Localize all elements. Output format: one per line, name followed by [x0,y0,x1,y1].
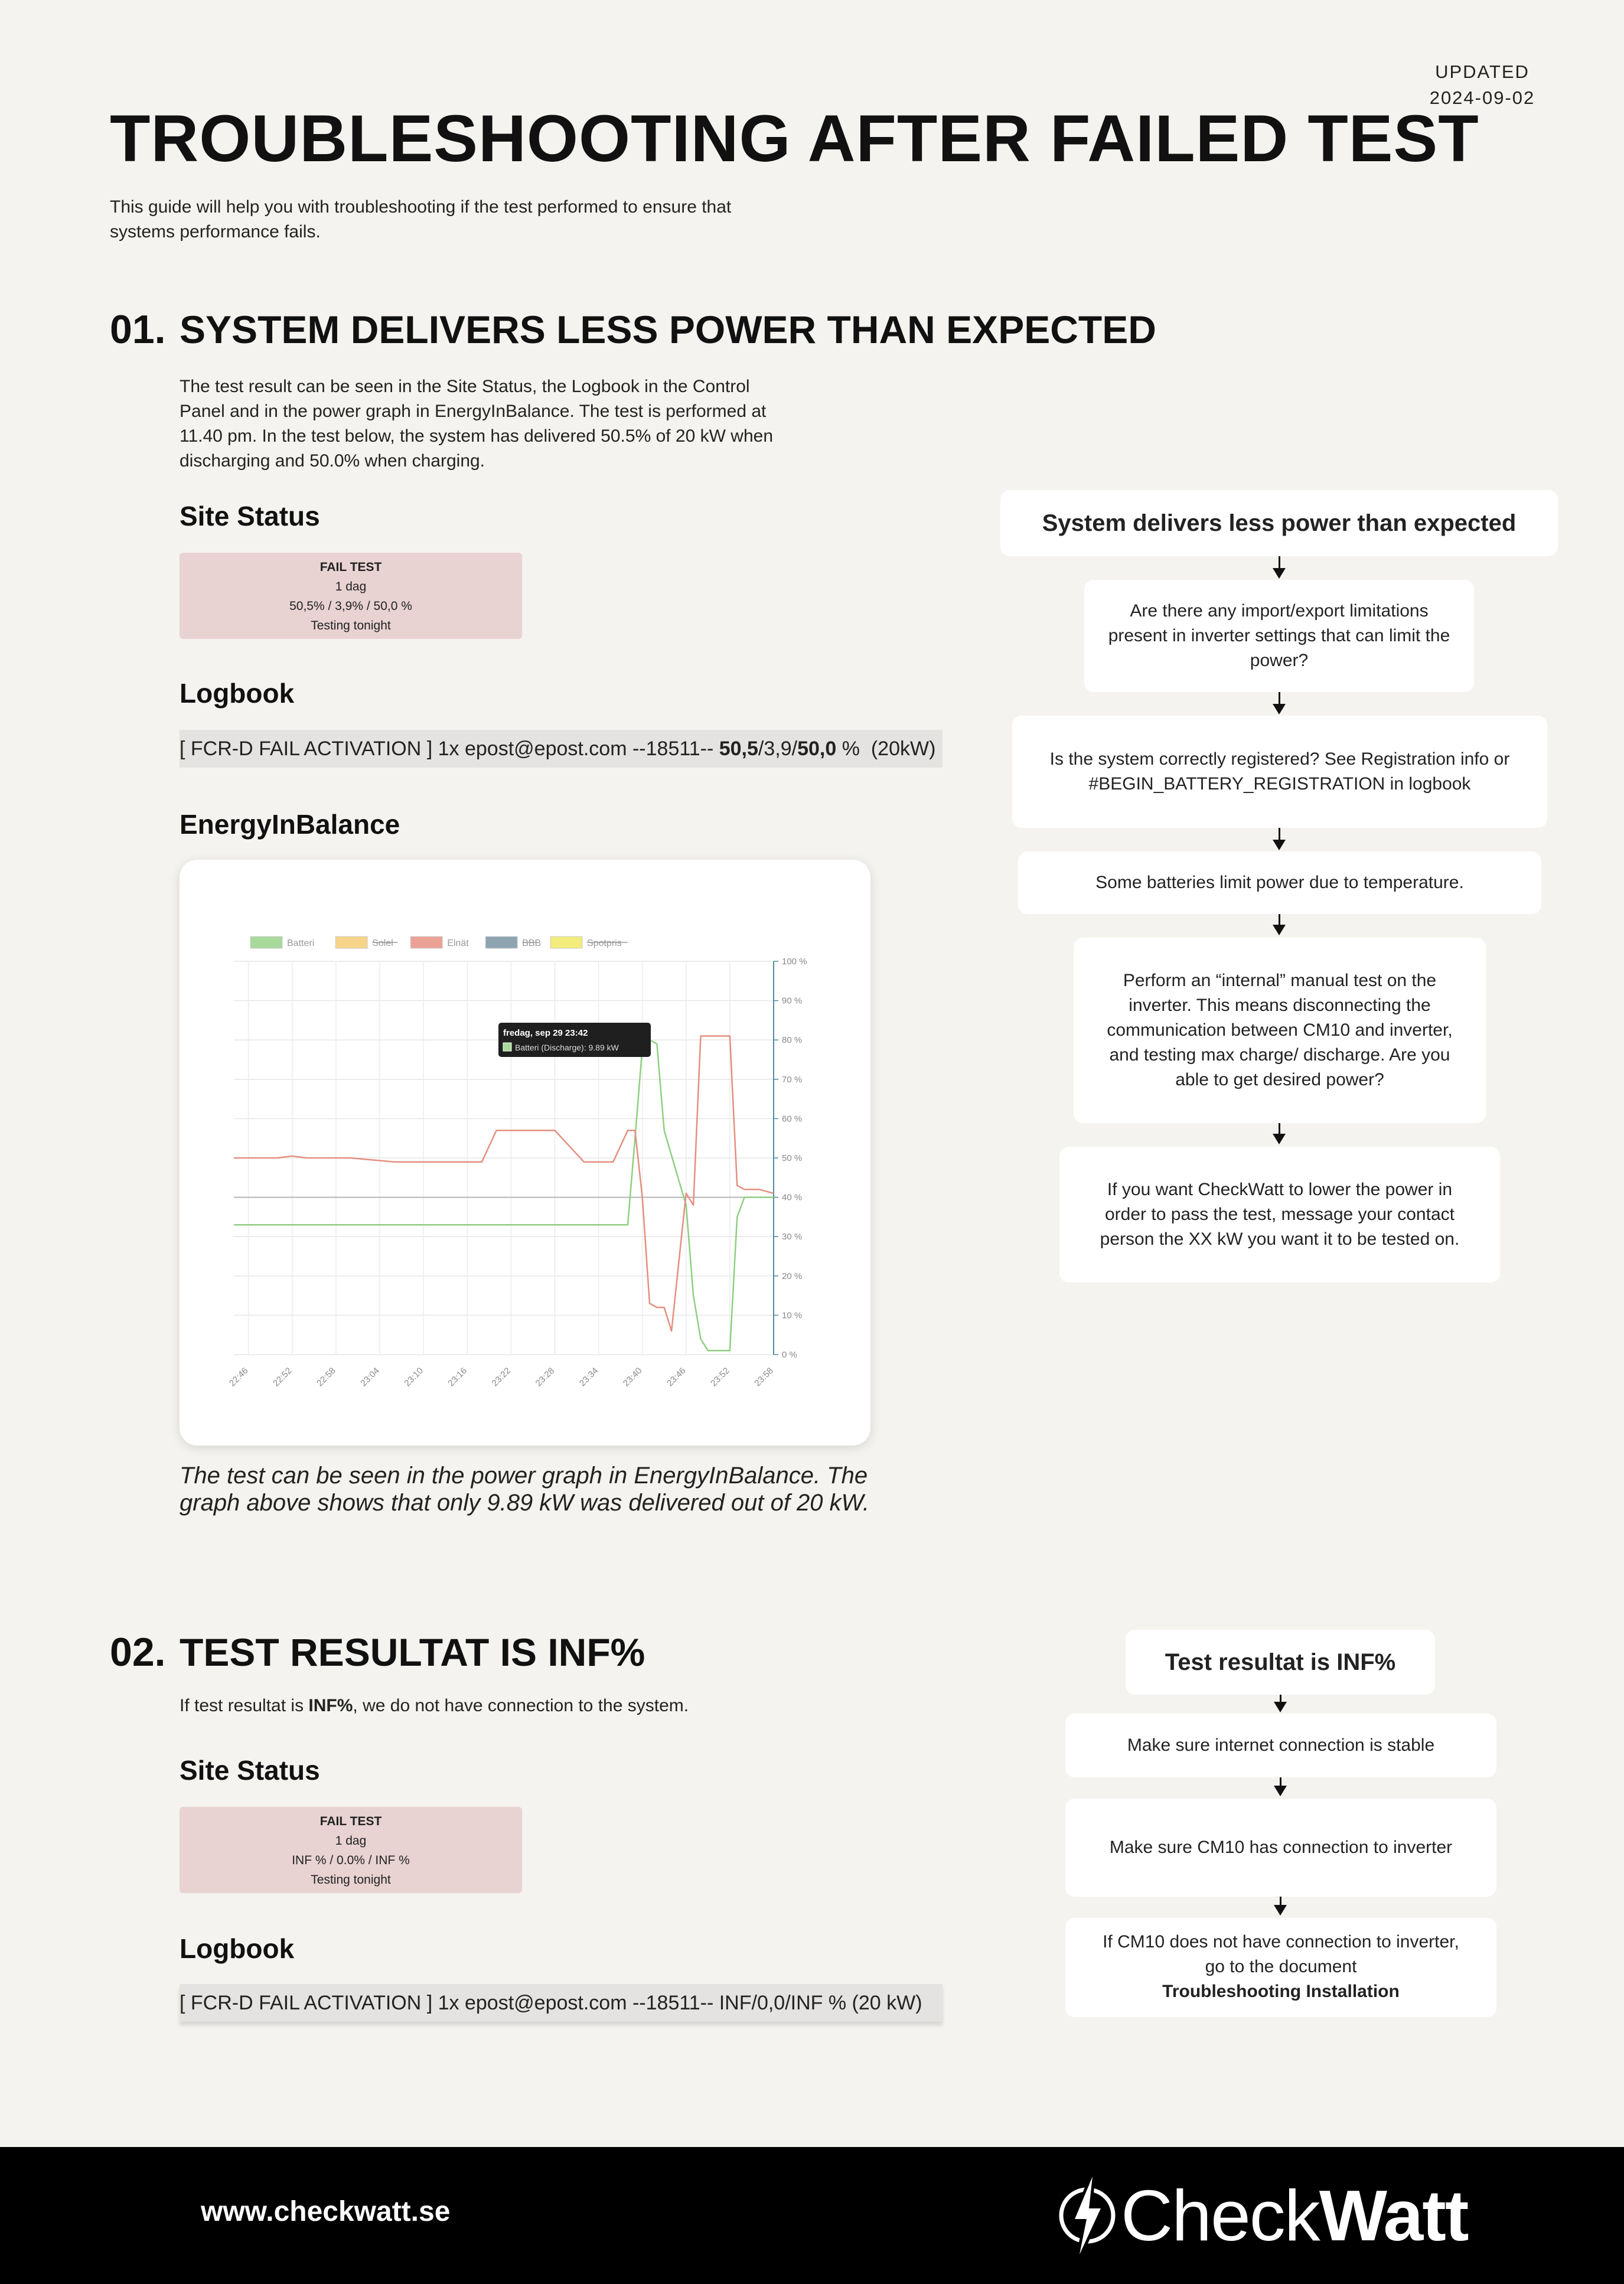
legend-swatch [485,937,517,948]
flow2-head: Test resultat is INF% [1126,1630,1435,1695]
section1-logbook-heading: Logbook [180,678,295,709]
status-line3: Testing tonight [311,619,391,632]
flow2-step-1: Make sure internet connection is stable [1065,1714,1496,1777]
x-tick-label: 23:52 [709,1365,732,1389]
status-title: FAIL TEST [319,560,382,574]
flow1-arrow-icon [1273,568,1286,579]
para-prefix: If test resultat is [180,1696,309,1715]
y-tick-label: 70 % [782,1074,803,1085]
x-tick-label: 22:46 [227,1365,250,1389]
legend-label: Elnät [447,938,469,948]
footer-url-link[interactable]: www.checkwatt.se [201,2196,451,2227]
x-tick-label: 23:46 [665,1365,688,1389]
flow1-head: System delivers less power than expected [1000,490,1558,556]
x-tick-label: 22:58 [315,1365,338,1389]
section1-site-status-heading: Site Status [180,501,320,531]
flow1-step-3: Some batteries limit power due to temperature. [1018,851,1541,914]
section1-number: 01. [110,307,166,352]
section2-number: 02. [110,1630,166,1675]
y-tick-label: 90 % [782,996,803,1006]
log-value1: 50,5 [719,738,758,760]
para-suffix: , we do not have connection to the system. [353,1696,689,1715]
para-bold: INF% [308,1696,353,1715]
legend-swatch [550,937,582,948]
status-line3: Testing tonight [311,1873,391,1887]
status-line2: INF % / 0.0% / INF % [292,1854,410,1867]
flow2-step-2: Make sure CM10 has connection to inverter [1065,1799,1496,1897]
section2-logbook-heading: Logbook [180,1933,295,1964]
updated-date: 2024-09-02 [1429,87,1535,108]
legend-label: Batteri [287,938,315,948]
section1-logbook-entry [180,730,943,768]
series-line-batteri [234,1040,774,1350]
y-tick-label: 0 % [782,1350,797,1360]
tooltip-label: Batteri (Discharge): 9.89 kW [515,1043,619,1052]
intro-text: This guide will help you with troubleshooting if the test performed to ensure that systems performance fails. [110,197,732,242]
flow1-arrow-icon [1273,704,1286,714]
y-tick-label: 30 % [782,1232,803,1242]
legend-label: Spotpris [587,938,622,948]
section2-site-status-card [180,1807,522,1893]
x-tick-label: 23:28 [533,1365,557,1389]
y-tick-label: 40 % [782,1192,803,1203]
tooltip-title: fredag, sep 29 23:42 [503,1028,588,1038]
page-title: TROUBLESHOOTING AFTER FAILED TEST [110,102,1479,175]
section1-title: SYSTEM DELIVERS LESS POWER THAN EXPECTED [180,308,1156,351]
flow2-arrow-icon [1274,1905,1287,1916]
flow1-step-5: If you want CheckWatt to lower the power in order to pass the test, message your contact person the XX kW you want it to be tested on. [1059,1147,1500,1283]
y-tick-label: 10 % [782,1310,803,1321]
flow1-arrow-icon [1273,1134,1286,1144]
legend-swatch [250,937,282,948]
status-title: FAIL TEST [319,1815,382,1828]
flow2-arrow-icon [1274,1702,1287,1712]
troubleshooting-installation-link[interactable]: Troubleshooting Installation [1162,1982,1400,2001]
y-tick-label: 80 % [782,1035,803,1046]
log-mid: /3,9/ [758,738,798,760]
legend-label: Solel [372,938,393,948]
flow1-step-2: Is the system correctly registered? See Registration info or #BEGIN_BATTERY_REGISTRATION in logbook [1012,716,1547,828]
y-tick-label: 60 % [782,1114,803,1124]
y-tick-label: 50 % [782,1153,803,1163]
checkwatt-logo-bolt-icon [1055,2174,1120,2257]
energy-chart [180,860,870,1446]
x-tick-label: 23:16 [446,1365,469,1389]
flow1-step-4: Perform an “internal” manual test on the inverter. This means disconnecting the communication between CM10 and inverter, and testing max charge/ discharge. Are you able to get desired power? [1074,938,1486,1123]
section1-paragraph: The test result can be seen in the Site Status, the Logbook in the Control Panel and in the power graph in EnergyInBalance. The test is performed at 11.40 pm. In the test below, the system has delivered 50.5% of 20 kW when discharging and 50.0% when charging. [180,377,773,471]
section2-logbook-entry: [ FCR-D FAIL ACTIVATION ] 1x epost@epost.com --18511-- INF/0,0/INF % (20 kW) [180,1984,943,2022]
status-line2: 50,5% / 3,9% / 50,0 % [289,599,412,613]
legend-swatch [335,937,367,948]
y-tick-label: 20 % [782,1271,803,1281]
flow2-step-3 [1065,1918,1496,2017]
x-tick-label: 23:58 [752,1365,775,1389]
log-suffix: % (20kW) [836,738,936,760]
log-value3: 50,0 [797,738,837,760]
section2-title: TEST RESULTAT IS INF% [180,1630,645,1674]
log-prefix: [ FCR-D FAIL ACTIVATION ] 1x epost@epost.com --18511-- [180,738,719,760]
status-line1: 1 dag [335,580,367,593]
flow2-step-3-text: If CM10 does not have connection to inverter, go to the document [1103,1932,1459,1976]
y-tick-label: 100 % [782,957,807,967]
section1-site-status-card [180,553,522,639]
logo-bold: Watt [1319,2175,1468,2256]
energy-chart-card [180,860,870,1446]
x-tick-label: 23:04 [358,1365,381,1389]
legend-swatch [410,937,442,948]
logo-light: Check [1121,2175,1319,2256]
flow1-arrow-icon [1273,925,1286,935]
flow1-arrow-icon [1273,840,1286,850]
section1-eib-heading: EnergyInBalance [180,809,400,840]
x-tick-label: 23:10 [402,1365,425,1389]
x-tick-label: 23:40 [621,1365,644,1389]
status-line1: 1 dag [335,1834,367,1848]
chart-caption: The test can be seen in the power graph in EnergyInBalance. The graph above shows that only 9.89 kW was delivered out of 20 kW. [180,1463,870,1516]
section2-site-status-heading: Site Status [180,1755,320,1786]
x-tick-label: 23:22 [490,1365,513,1389]
updated-label: UPDATED [1435,61,1530,82]
x-tick-label: 22:52 [271,1365,294,1389]
x-tick-label: 23:34 [577,1365,601,1389]
flow1-step-1: Are there any import/export limitations present in inverter settings that can limit the power? [1084,580,1474,692]
section2-paragraph [180,1694,888,1718]
tooltip-swatch [503,1043,511,1051]
checkwatt-logo [1121,2174,1468,2257]
legend-label: BBB [522,938,542,948]
flow2-arrow-icon [1274,1786,1287,1796]
